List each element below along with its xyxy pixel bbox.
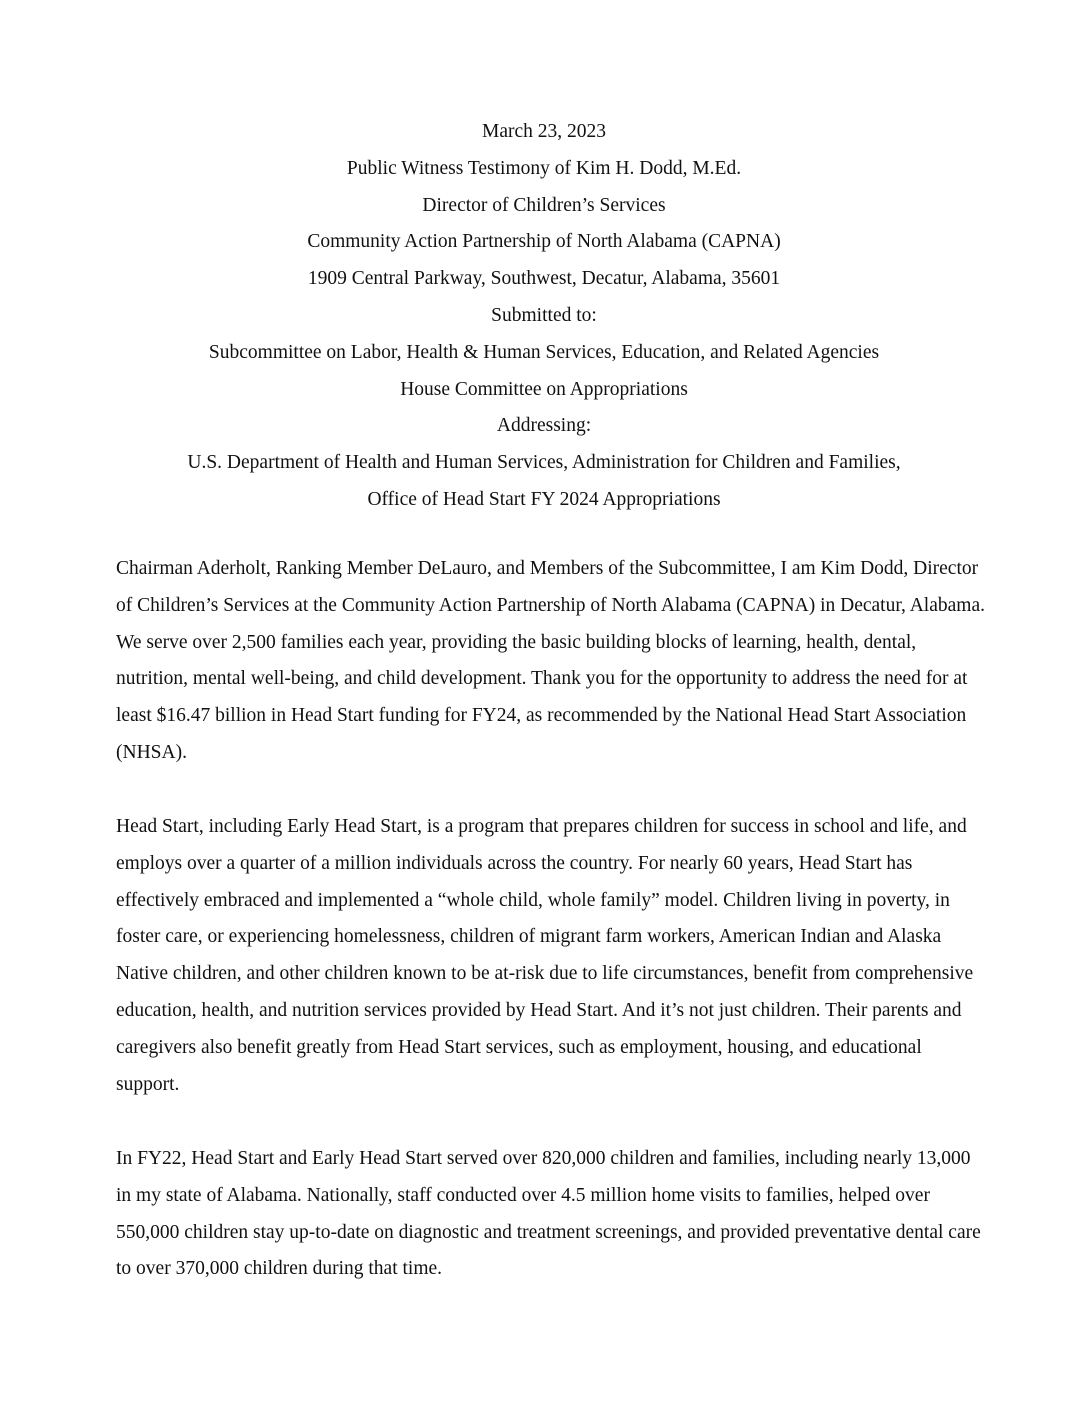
department-name: U.S. Department of Health and Human Services, Administration for Children and Families, <box>187 452 901 474</box>
office-name: Office of Head Start FY 2024 Appropriations <box>367 488 721 510</box>
witness-position: Director of Children’s Services <box>422 194 666 216</box>
committee-name: House Committee on Appropriations <box>400 378 688 400</box>
paragraph-head-start-overview: Head Start, including Early Head Start, is a program that prepares children for success in school and life, and employs over a quarter of a million individuals across the country. For nearly 60 years, Head Start has effectively embraced and implemented a “whole child, whole family” model. Children living in poverty, in foster care, or experiencing homelessness, children of migrant farm workers, American Indian and Alaska Native children, and other children known to be at-risk due to life circumstances, benefit from comprehensive education, health, and nutrition services provided by Head Start. And it’s not just children. Their parents and caregivers also benefit greatly from Head Start services, such as employment, housing, and educational support. <box>116 816 974 1095</box>
paragraph-introduction: Chairman Aderholt, Ranking Member DeLauro, and Members of the Subcommittee, I am Kim Dodd, Director of Children’s Services at the Community Action Partnership of North Alabama (CAPNA) in Decatur, Alabama. We serve over 2,500 families each year, providing the basic building blocks of learning, health, dental, nutrition, mental well-being, and child development. Thank you for the opportunity to address the need for at least $16.47 billion in Head Start funding for FY24, as recommended by the National Head Start Association (NHSA). <box>116 558 985 763</box>
subcommittee-name: Subcommittee on Labor, Health & Human Services, Education, and Related Agencies <box>208 341 880 363</box>
submitted-to-label: Submitted to: <box>491 304 597 326</box>
witness-organization: Community Action Partnership of North Alabama (CAPNA) <box>307 231 781 253</box>
testimony-title: Public Witness Testimony of Kim H. Dodd, M.Ed. <box>346 157 742 179</box>
addressing-label: Addressing: <box>496 415 592 437</box>
organization-address: 1909 Central Parkway, Southwest, Decatur, Alabama, 35601 <box>307 268 781 290</box>
testimony-header <box>0 114 1088 519</box>
testimony-date: March 23, 2023 <box>481 121 607 142</box>
paragraph-fy22-statistics: In FY22, Head Start and Early Head Start served over 820,000 children and families, including nearly 13,000 in my state of Alabama. Nationally, staff conducted over 4.5 million home visits to families, helped over 550,000 children stay up-to-date on diagnostic and treatment screenings, and provided preventative dental care to over 370,000 children during that time. <box>116 1148 981 1280</box>
